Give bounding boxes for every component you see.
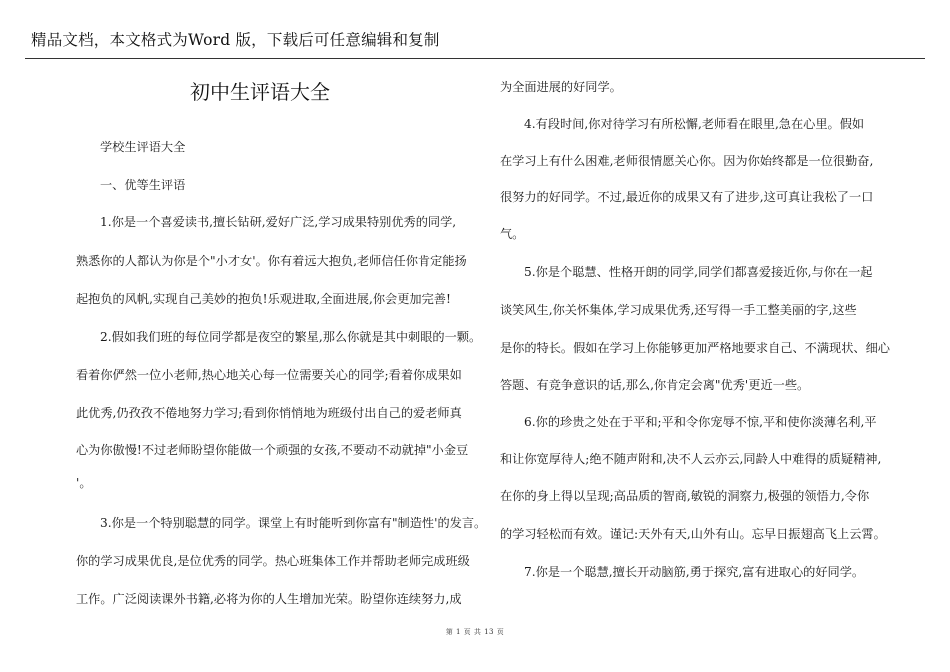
paragraph-line: 你的学习成果优良,是位优秀的同学。热心班集体工作并帮助老师完成班级 (76, 554, 470, 568)
section-heading-main: 学校生评语大全 (100, 140, 186, 154)
paragraph-line: 是你的特长。假如在学习上你能够更加严格地要求自己、不满现状、细心 (500, 341, 890, 355)
paragraph-line: 和让你宽厚待人;绝不随声附和,决不人云亦云,同龄人中难得的质疑精神, (500, 452, 882, 466)
paragraph-line: 心为你傲慢!不过老师盼望你能做一个顽强的女孩,不要动不动就掉"小金豆 (76, 443, 469, 457)
paragraph-line: 7.你是一个聪慧,擅长开动脑筋,勇于探究,富有进取心的好同学。 (524, 565, 865, 579)
paragraph-line: 6.你的珍贵之处在于平和;平和令你宠辱不惊,平和使你淡薄名利,平 (524, 415, 877, 429)
paragraph-line: 很努力的好同学。不过,最近你的成果又有了进步,这可真让我松了一口 (500, 190, 874, 204)
paragraph-line: 答题、有竞争意识的话,那么,你肯定会离"优秀'更近一些。 (500, 378, 810, 392)
paragraph-line: 3.你是一个特别聪慧的同学。课堂上有时能听到你富有"制造性'的发言。 (100, 516, 487, 530)
paragraph-line: 熟悉你的人都认为你是个"小才女'。你有着远大抱负,老师信任你肯定能扬 (76, 254, 467, 268)
paragraph-line: 气。 (500, 227, 525, 241)
paragraph-line: 此优秀,仍孜孜不倦地努力学习;看到你悄悄地为班级付出自己的爱老师真 (76, 406, 462, 420)
paragraph-line: '。 (76, 476, 92, 490)
paragraph-line: 在学习上有什么困难,老师很情愿关心你。因为你始终都是一位很勤奋, (500, 154, 874, 168)
paragraph-line: 在你的身上得以呈现;高品质的智商,敏锐的洞察力,极强的领悟力,令你 (500, 489, 870, 503)
section-heading-excellent: 一、优等生评语 (100, 178, 186, 192)
paragraph-line: 工作。广泛阅读课外书籍,必将为你的人生增加光荣。盼望你连续努力,成 (76, 592, 462, 606)
paragraph-line: 1.你是一个喜爱读书,擅长钻研,爱好广泛,学习成果特别优秀的同学, (100, 215, 457, 229)
page-number: 第 1 页 共 13 页 (445, 628, 505, 636)
paragraph-line: 4.有段时间,你对待学习有所松懈,老师看在眼里,急在心里。假如 (524, 117, 865, 131)
paragraph-line: 5.你是个聪慧、性格开朗的同学,同学们都喜爱接近你,与你在一起 (524, 265, 873, 279)
paragraph-line: 起抱负的风帆,实现自己美妙的抱负!乐观进取,全面进展,你会更加完善! (76, 292, 451, 306)
header-text: 精品文档，本文格式为Word 版，下载后可任意编辑和复制 (31, 31, 440, 49)
paragraph-line: 谈笑风生,你关怀集体,学习成果优秀,还写得一手工整美丽的字,这些 (500, 303, 857, 317)
paragraph-line: 看着你俨然一位小老师,热心地关心每一位需要关心的同学;看着你成果如 (76, 368, 462, 382)
paragraph-line: 的学习轻松而有效。谨记:天外有天,山外有山。忘早日振翅高飞上云霄。 (500, 527, 886, 541)
header-divider (25, 58, 925, 59)
paragraph-line: 2.假如我们班的每位同学都是夜空的繁星,那么你就是其中刺眼的一颗。 (100, 330, 482, 344)
paragraph-line: 为全面进展的好同学。 (500, 80, 622, 94)
document-title: 初中生评语大全 (190, 80, 330, 104)
